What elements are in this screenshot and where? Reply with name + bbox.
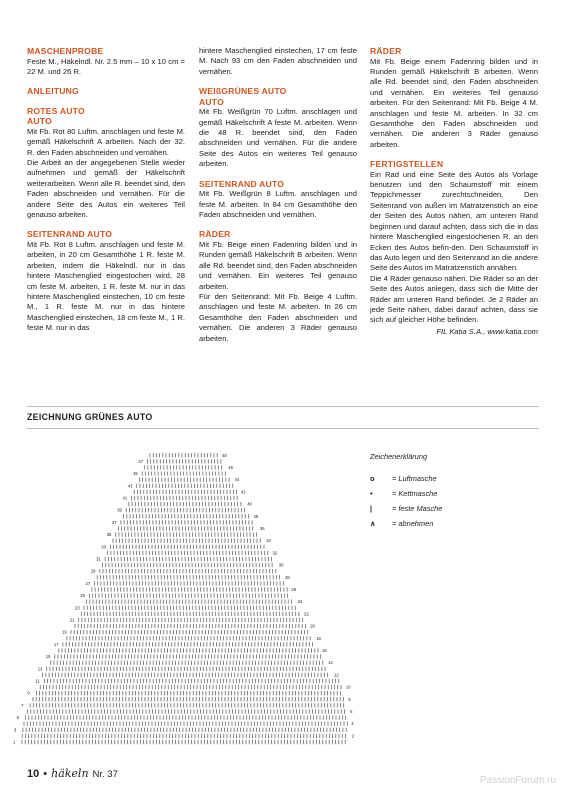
chart-row [47, 667, 325, 671]
raeder-text-1: Mit Fb. Beige einen Fadenring bilden und in Runden gemäß Häkelschrift B arbeiten. Wenn alle Rd. beendet sind, den Faden abschneiden und vernähen. Ein weiteres Teil genauso arbeiten. [199, 239, 357, 291]
fertigstellen-text-1: Ein Rad und eine Seite des Autos als Vorlage benutzen und den Schaumstoff mit einem Teppichmesser zurechtschneiden. Den Seitenrand von außen im Matratzenstich an eine der Seiten des Autos nähen, am unteren Rand beginnen und darauf achten, dass sich die in das hintere Maschenglied eingestochenen R. an den Ecken des Autos befin-den. Den Schaumstoff in das Auto legen und den Seitenrand an die andere Seite des Autos im Matratzenstich annähen. [370, 169, 538, 273]
chart-row [137, 484, 233, 488]
row-number: 6 [350, 709, 353, 714]
chart-row [84, 606, 295, 610]
row-number: 10 [345, 684, 351, 690]
row-number: 42 [240, 489, 246, 495]
raeder-heading-1: RÄDER [199, 229, 231, 240]
row-number: 5 [16, 715, 19, 721]
chart-row [139, 478, 229, 482]
row-number: 8 [348, 696, 351, 702]
row-number: 16 [322, 648, 327, 653]
page-number: 10 [27, 768, 40, 780]
row-number: 35 [106, 532, 112, 538]
continued-text: hintere Maschenglied einstechen, 17 cm feste M. Nach 93 cm den Faden abschneiden und vernähen. [199, 46, 357, 76]
row-number: 17 [53, 641, 59, 647]
chart-row [126, 508, 244, 512]
row-number: 1 [13, 739, 16, 745]
row-number: 26 [291, 587, 297, 592]
chart-row [113, 539, 260, 543]
row-number: 19 [62, 629, 67, 635]
row-number: 41 [122, 495, 128, 501]
section-divider-top [27, 406, 539, 407]
chart-row [51, 661, 323, 665]
drawing-title: ZEICHNUNG GRÜNES AUTO [27, 412, 153, 422]
row-number: 11 [35, 678, 40, 684]
chart-row [55, 654, 321, 658]
maschenprobe-text: Feste M., Häkelndl. Nr. 2.5 mm – 10 x 10 cm = 22 M. und 26 R. [27, 56, 185, 76]
chart-row [30, 703, 344, 707]
legend-item [370, 501, 442, 516]
chart-row [22, 740, 345, 744]
row-number: 44 [234, 477, 240, 483]
issue-number: Nr. 37 [92, 769, 118, 780]
row-number: 29 [90, 568, 96, 574]
legend-item [370, 516, 442, 531]
chart-row [124, 514, 249, 518]
chart-row [132, 496, 238, 500]
chart-row [95, 581, 284, 585]
column-middle [199, 46, 357, 344]
column-left [27, 46, 185, 334]
row-number: 28 [285, 574, 290, 580]
row-number: 23 [75, 605, 80, 611]
rotes-auto-text-1: Mit Fb. Rot 80 Luftm. anschlagen und feste M. gemäß Häkelschrift A arbeiten. Nach der 32. R. den Faden abschneiden und vernähen. [27, 126, 185, 157]
weissgruenes-auto-heading-2: AUTO [199, 96, 224, 107]
chart-row [33, 697, 343, 701]
row-number: 48 [222, 452, 227, 458]
row-number: 15 [45, 654, 51, 660]
fertigstellen-text-2: Die 4 Räder genauso nähen. Die Räder so an der Seite des Autos anlegen, dass sich die Mitte der Räder am unteren Rand befindet. Je 2 Räder an jede Seite nähen, dabei darauf achten, dass sie sich auf gleicher Höhe befinden. [370, 273, 538, 325]
chart-row [150, 453, 217, 457]
chart-row [116, 532, 257, 536]
legend-title: Zeichenerklärung [370, 452, 428, 461]
rotes-auto-heading: ROTES AUTO [27, 105, 85, 116]
chart-row [100, 569, 276, 573]
legend-label: = Luftmasche [392, 474, 437, 483]
chart-row [24, 722, 347, 726]
row-number: 21 [69, 617, 75, 623]
row-number: 43 [127, 483, 133, 489]
row-number: 31 [96, 556, 101, 562]
chart-row [145, 465, 222, 469]
chart-row [36, 691, 340, 695]
chart-row [28, 709, 345, 713]
row-number: 30 [278, 562, 284, 568]
weissgruenes-auto-heading: WEIßGRÜNES AUTO [199, 86, 287, 97]
seitenrand-text-1: Mit Fb. Rot 8 Luftm. anschlagen und feste M. arbeiten, in 20 cm Gesamthöhe 1 R. feste M. arbeiten, indem die Häkelndl. nur in das hintere Maschenglied eingestochen wird, 28 cm feste M. arbeiten, 1 R. feste M. nur in das hintere Maschenglied einstechen, 10 cm feste M., 1 R. feste M. nur in das hintere Maschenglied einstechen, 18 cm feste M., 1 R. feste M. nur in das [27, 239, 185, 333]
row-number: 40 [247, 501, 252, 507]
row-number: 3 [13, 727, 17, 733]
slip-stitch-icon: • [370, 489, 373, 498]
chart-row [103, 563, 273, 567]
row-number: 4 [351, 721, 354, 727]
chart-row [44, 679, 338, 683]
chart-row [142, 471, 225, 475]
chart-row [22, 734, 345, 738]
chart-row [118, 526, 252, 530]
chart-row [67, 636, 310, 640]
raeder-text-3: Mit Fb. Beige einem Fadenring bilden und in Runden gemäß Häkelschrift B arbeiten. Wenn alle Rd. beendet sind, den Faden abschneiden und vernähen. Ein weiteres Teil genauso arbeiten. Für den Seitenrand: Mit Fb. Beige 4 M. anschlagen und feste M. arbeiten. In 32 cm Gesamthöhe den Faden abschneiden und vernähen. Die anderen 3 Räder genauso arbeiten. [370, 56, 538, 149]
chart-row [89, 593, 287, 597]
maschenprobe-heading: MASCHENPROBE [27, 46, 104, 56]
row-number: 37 [111, 519, 117, 525]
row-number: 22 [304, 611, 309, 617]
legend-item [370, 471, 442, 486]
seitenrand-text-2: Mit Fb. Weißgrün 8 Luftm. anschlagen und feste M. arbeiten. In 84 cm Gesamthöhe den Faden abschneiden und vernähen. [199, 189, 357, 219]
row-number: 27 [85, 580, 91, 586]
magazine-name: häkeln [51, 767, 89, 780]
legend-label: = abnehmen [392, 519, 434, 528]
chart-row [134, 490, 236, 494]
row-number: 39 [117, 507, 122, 513]
row-number: 25 [80, 593, 85, 599]
chart-row [40, 685, 341, 689]
chart-row [63, 642, 313, 646]
rotes-auto-heading-2: AUTO [27, 116, 52, 127]
chart-row [97, 575, 279, 579]
chart-row [43, 673, 328, 677]
row-number: 33 [101, 544, 107, 550]
crochet-chart [0, 436, 360, 756]
row-number: 14 [328, 660, 333, 666]
credit-line: FIL Katia S.A., www.katia.com [436, 326, 538, 336]
raeder-heading-2: RÄDER [370, 46, 402, 56]
legend [370, 452, 442, 531]
decrease-icon: ∧ [370, 519, 376, 528]
row-number: 12 [334, 672, 339, 678]
weissgruenes-auto-text: Mit Fb. Weißgrün 70 Luftm. anschlagen und gemäß Häkelschrift A feste M. arbeiten. Wenn die 48 R. beendet sind, den Faden abschneiden und vernähen. Für die andere Seite des Autos ein weiteres Teil genauso arbeiten. [199, 107, 357, 169]
page-footer [27, 767, 118, 780]
chain-stitch-icon: o [370, 474, 375, 483]
chart-row [26, 715, 346, 719]
row-number: 7 [21, 702, 24, 708]
chart-row [87, 600, 292, 604]
chart-row [75, 624, 305, 628]
watermark: PassionForum.ru [479, 775, 556, 786]
chart-row [121, 520, 252, 524]
chart-row [92, 587, 287, 591]
single-crochet-icon: | [370, 504, 373, 513]
row-number: 45 [133, 471, 138, 477]
row-number: 2 [351, 733, 355, 739]
row-number: 20 [310, 623, 315, 629]
chart-row [129, 502, 241, 506]
row-number: 13 [37, 666, 43, 672]
column-right [370, 46, 538, 337]
chart-row [147, 459, 221, 463]
section-divider-bottom [27, 428, 539, 429]
footer-bullet: • [43, 768, 48, 780]
chart-row [59, 648, 318, 652]
chart-row [71, 630, 308, 634]
row-number: 9 [27, 690, 30, 696]
chart-row [79, 618, 303, 622]
legend-item [370, 486, 442, 501]
chart-row [110, 545, 264, 549]
chart-row [81, 612, 299, 616]
raeder-text-2: Für den Seitenrand: Mit Fb. Beige 4 Luftm. anschlagen und feste M. arbeiten. In 26 cm Gesamthöhe den Faden abschneiden und vernähen. Die anderen 3 Räder genauso arbeiten. [199, 291, 357, 343]
legend-label: = Kettmasche [392, 489, 438, 498]
fertigstellen-heading: FERTIGSTELLEN [370, 159, 444, 170]
row-number: 24 [297, 599, 303, 605]
rotes-auto-text-2: Die Arbeit an der angegebenen Stelle wieder aufnehmen und gemäß der Häkelschrift weiterarbeiten. Wenn alle R. beendet sind, den Faden abschneiden und vernähen. Für die andere Seite des Autos ein weiteres Teil genauso arbeiten. [27, 158, 185, 220]
row-number: 46 [228, 465, 233, 470]
row-number: 32 [272, 550, 278, 556]
seitenrand-heading-1: SEITENRAND AUTO [27, 229, 113, 240]
row-number: 38 [253, 513, 259, 519]
chart-row [23, 728, 346, 732]
chart-row [105, 557, 271, 561]
anleitung-heading: ANLEITUNG [27, 86, 79, 97]
row-number: 34 [266, 538, 271, 544]
seitenrand-heading-2: SEITENRAND AUTO [199, 178, 285, 189]
chart-row [108, 551, 268, 555]
legend-label: = feste Masche [392, 504, 443, 513]
row-number: 18 [316, 635, 321, 641]
row-number: 36 [259, 526, 265, 531]
row-number: 47 [138, 458, 144, 464]
